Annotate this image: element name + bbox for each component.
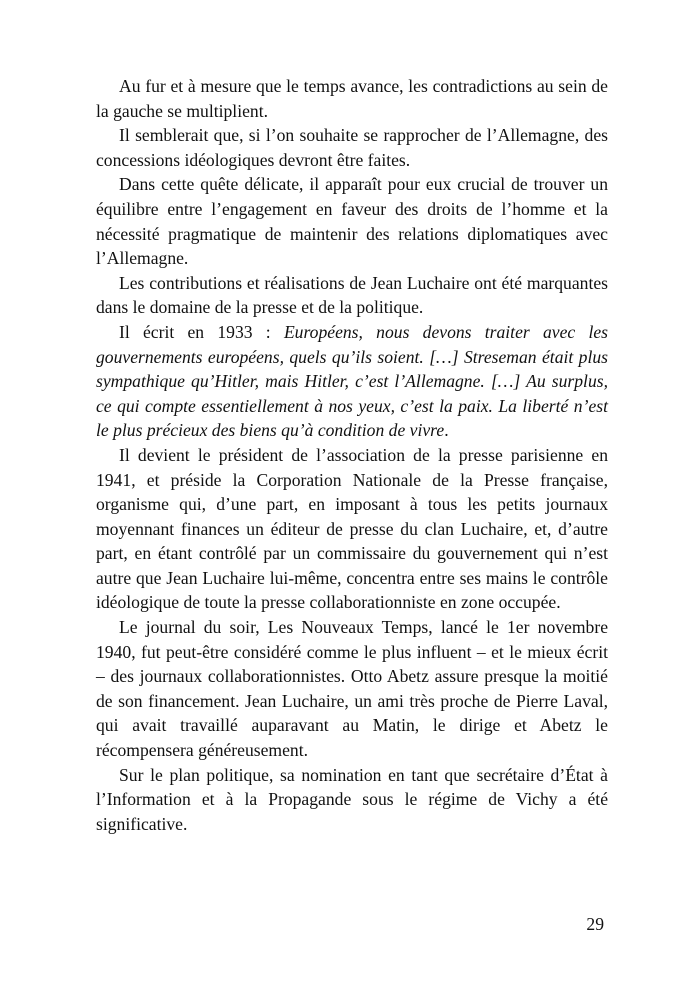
- paragraph-6: Il devient le président de l’association de la presse parisienne en 1941, et préside la Corporation Nationale de la Presse française, organisme qui, d’une part, en imposant à tous les petits journaux moyennant finances un éditeur de presse du clan Luchaire, et, d’autre part, en étant contrôlé par un commissaire du gouvernement qui n’est autre que Jean Luchaire lui-même, concentra entre ses mains le contrôle idéologique de toute la presse collaborationniste en zone occupée.: [96, 444, 608, 613]
- quote-intro: Il écrit en 1933 :: [119, 321, 284, 342]
- paragraph-7: Le journal du soir, Les Nouveaux Temps, lancé le 1er novembre 1940, fut peut-être considéré comme le plus influent – et le mieux écrit – des journaux collaborationnistes. Otto Abetz assure presque la moitié de son financement. Jean Luchaire, un ami très proche de Pierre Laval, qui avait travaillé auparavant au Matin, le dirige et Abetz le récompensera généreusement.: [96, 617, 608, 761]
- page-number: 29: [586, 914, 604, 934]
- paragraph-2: Il semblerait que, si l’on souhaite se rapprocher de l’Allemagne, des concessions idéologiques devront être faites.: [96, 125, 608, 170]
- paragraph-5: [96, 320, 608, 443]
- paragraph-3: Dans cette quête délicate, il apparaît pour eux crucial de trouver un équilibre entre l’engagement en faveur des droits de l’homme et la nécessité pragmatique de maintenir des relations diplomatiques avec l’Allemagne.: [96, 174, 608, 269]
- luchaire-quote: Européens, nous devons traiter avec les gouvernements européens, quels qu’ils soient. […] Streseman était plus sympathique qu’Hitler, mais Hitler, c’est l’Allemagne. […] Au surplus, ce qui compte essentiellement à nos yeux, c’est la paix. La liberté n’est le plus précieux des biens qu’à condition de vivre: [96, 321, 608, 441]
- paragraph-8: Sur le plan politique, sa nomination en tant que secrétaire d’État à l’Information et à la Propagande sous le régime de Vichy a été significative.: [96, 764, 608, 834]
- paragraph-4: Les contributions et réalisations de Jean Luchaire ont été marquantes dans le domaine de la presse et de la politique.: [96, 272, 608, 318]
- quote-end: .: [444, 420, 449, 441]
- paragraph-1: Au fur et à mesure que le temps avance, les contradictions au sein de la gauche se multiplient.: [96, 76, 608, 121]
- body-text: [96, 74, 608, 836]
